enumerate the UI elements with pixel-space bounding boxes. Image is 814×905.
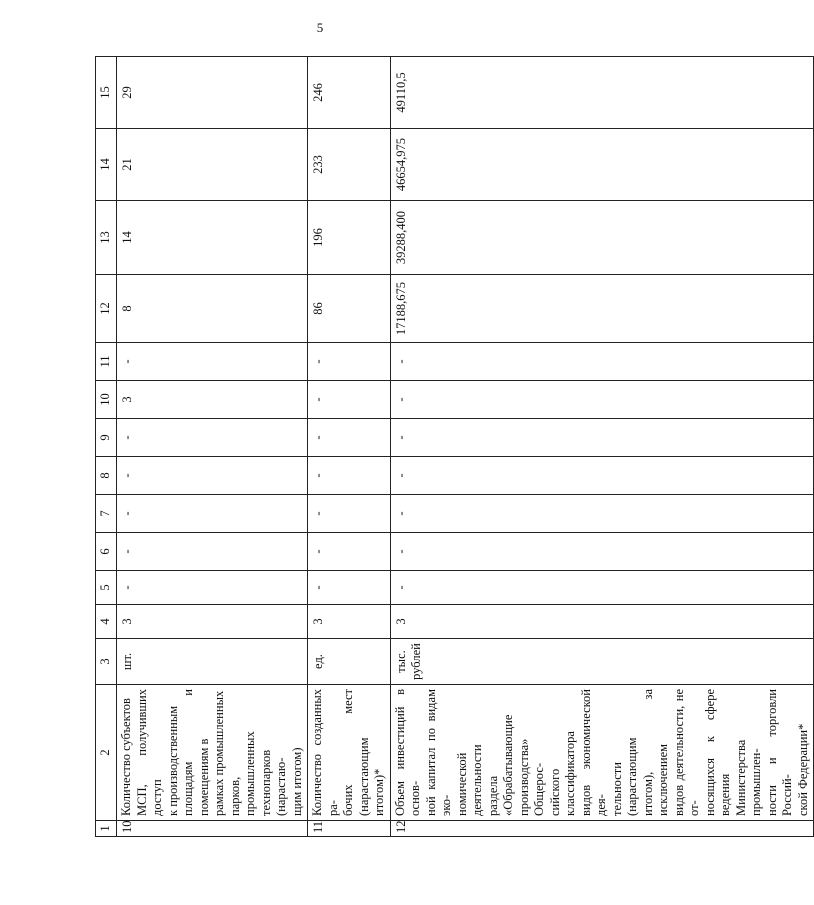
description-line: раздела «Обрабатывающие <box>485 714 515 816</box>
description-line: тельности (нарастающим <box>609 737 639 816</box>
description-line: щим итогом) <box>289 747 304 816</box>
description-line: номической деятельности <box>454 744 484 816</box>
value-cell: 49110,5 <box>390 57 814 129</box>
description-line: технопарков (нарастаю- <box>258 749 288 816</box>
indicator-description <box>390 685 814 821</box>
value-cell: - <box>117 495 308 533</box>
value-cell: - <box>308 533 391 571</box>
header-cell: 6 <box>96 533 117 571</box>
value-cell: 21 <box>117 129 308 201</box>
value-cell: - <box>390 381 814 419</box>
value-cell: - <box>117 533 308 571</box>
value-cell: 233 <box>308 129 391 201</box>
unit-cell: ед. <box>308 639 391 685</box>
header-cell: 1 <box>96 821 117 837</box>
value-cell: 246 <box>308 57 391 129</box>
table-row <box>390 57 814 837</box>
header-cell: 10 <box>96 381 117 419</box>
value-cell: 86 <box>308 275 391 343</box>
description-line: бочих мест (нарастающим <box>341 689 371 816</box>
value-cell: 3 <box>390 605 814 639</box>
value-cell: - <box>117 457 308 495</box>
description-line: Количество субъектов <box>119 698 133 816</box>
description-line: Объем инвестиций в основ- <box>392 689 422 816</box>
indicator-description <box>308 685 391 821</box>
table-row <box>117 57 308 837</box>
header-cell: 9 <box>96 419 117 457</box>
unit-cell: шт. <box>117 639 308 685</box>
value-cell: - <box>308 495 391 533</box>
header-cell: 12 <box>96 275 117 343</box>
description-line: ности и торговли Россий- <box>764 689 794 816</box>
value-cell: - <box>117 419 308 457</box>
value-cell: 14 <box>117 201 308 275</box>
header-cell: 7 <box>96 495 117 533</box>
value-cell: - <box>308 381 391 419</box>
description-line: видов экономической дея- <box>578 689 608 816</box>
description-line: Количество созданных ра- <box>310 689 340 816</box>
value-cell: - <box>390 343 814 381</box>
value-cell: 3 <box>308 605 391 639</box>
value-cell: - <box>390 457 814 495</box>
value-cell: 196 <box>308 201 391 275</box>
description-line: ной капитал по видам эко- <box>423 689 453 816</box>
value-cell: 46654,975 <box>390 129 814 201</box>
description-line: сийского классификатора <box>547 731 577 816</box>
value-cell: 29 <box>117 57 308 129</box>
header-cell: 3 <box>96 639 117 685</box>
value-cell: 3 <box>117 605 308 639</box>
value-cell: - <box>390 419 814 457</box>
value-cell: - <box>308 457 391 495</box>
page-number: 5 <box>316 20 324 35</box>
value-cell: - <box>308 571 391 605</box>
header-cell: 15 <box>96 57 117 129</box>
header-row <box>96 57 117 837</box>
header-cell: 11 <box>96 343 117 381</box>
value-cell: - <box>117 571 308 605</box>
row-index: 11 <box>308 821 391 837</box>
indicators-table <box>95 56 814 837</box>
description-line: парков, промышленных <box>227 731 257 816</box>
unit-cell: тыс. рублей <box>390 639 814 685</box>
description-line: Министерства промышлен- <box>733 739 763 816</box>
value-cell: - <box>308 343 391 381</box>
header-cell: 5 <box>96 571 117 605</box>
value-cell: - <box>390 495 814 533</box>
description-line: видов деятельности, не от- <box>671 689 701 816</box>
value-cell: - <box>308 419 391 457</box>
description-line: носящихся к сфере ведения <box>702 689 732 816</box>
indicator-description <box>117 685 308 821</box>
rotated-table-wrapper <box>95 57 810 837</box>
value-cell: - <box>390 533 814 571</box>
table-row <box>308 57 391 837</box>
description-line: рамках промышленных <box>212 690 226 816</box>
value-cell: - <box>117 343 308 381</box>
value-cell: 17188,675 <box>390 275 814 343</box>
description-line: к производственным <box>165 705 180 816</box>
header-cell: 14 <box>96 129 117 201</box>
description-line: площадям и помещениям в <box>181 689 211 816</box>
description-line: МСП, получивших доступ <box>134 689 164 816</box>
description-line: итогом), за исключением <box>640 689 670 816</box>
value-cell: - <box>390 571 814 605</box>
value-cell: 3 <box>117 381 308 419</box>
header-cell: 8 <box>96 457 117 495</box>
row-index: 12 <box>390 821 814 837</box>
header-cell: 2 <box>96 685 117 821</box>
row-index: 10 <box>117 821 308 837</box>
value-cell: 8 <box>117 275 308 343</box>
description-line: производства» Общерос- <box>516 738 546 816</box>
header-cell: 13 <box>96 201 117 275</box>
header-cell: 4 <box>96 605 117 639</box>
description-line: итогом)* <box>372 768 386 816</box>
value-cell: 39288,400 <box>390 201 814 275</box>
description-line: ской Федерации* <box>795 723 810 816</box>
